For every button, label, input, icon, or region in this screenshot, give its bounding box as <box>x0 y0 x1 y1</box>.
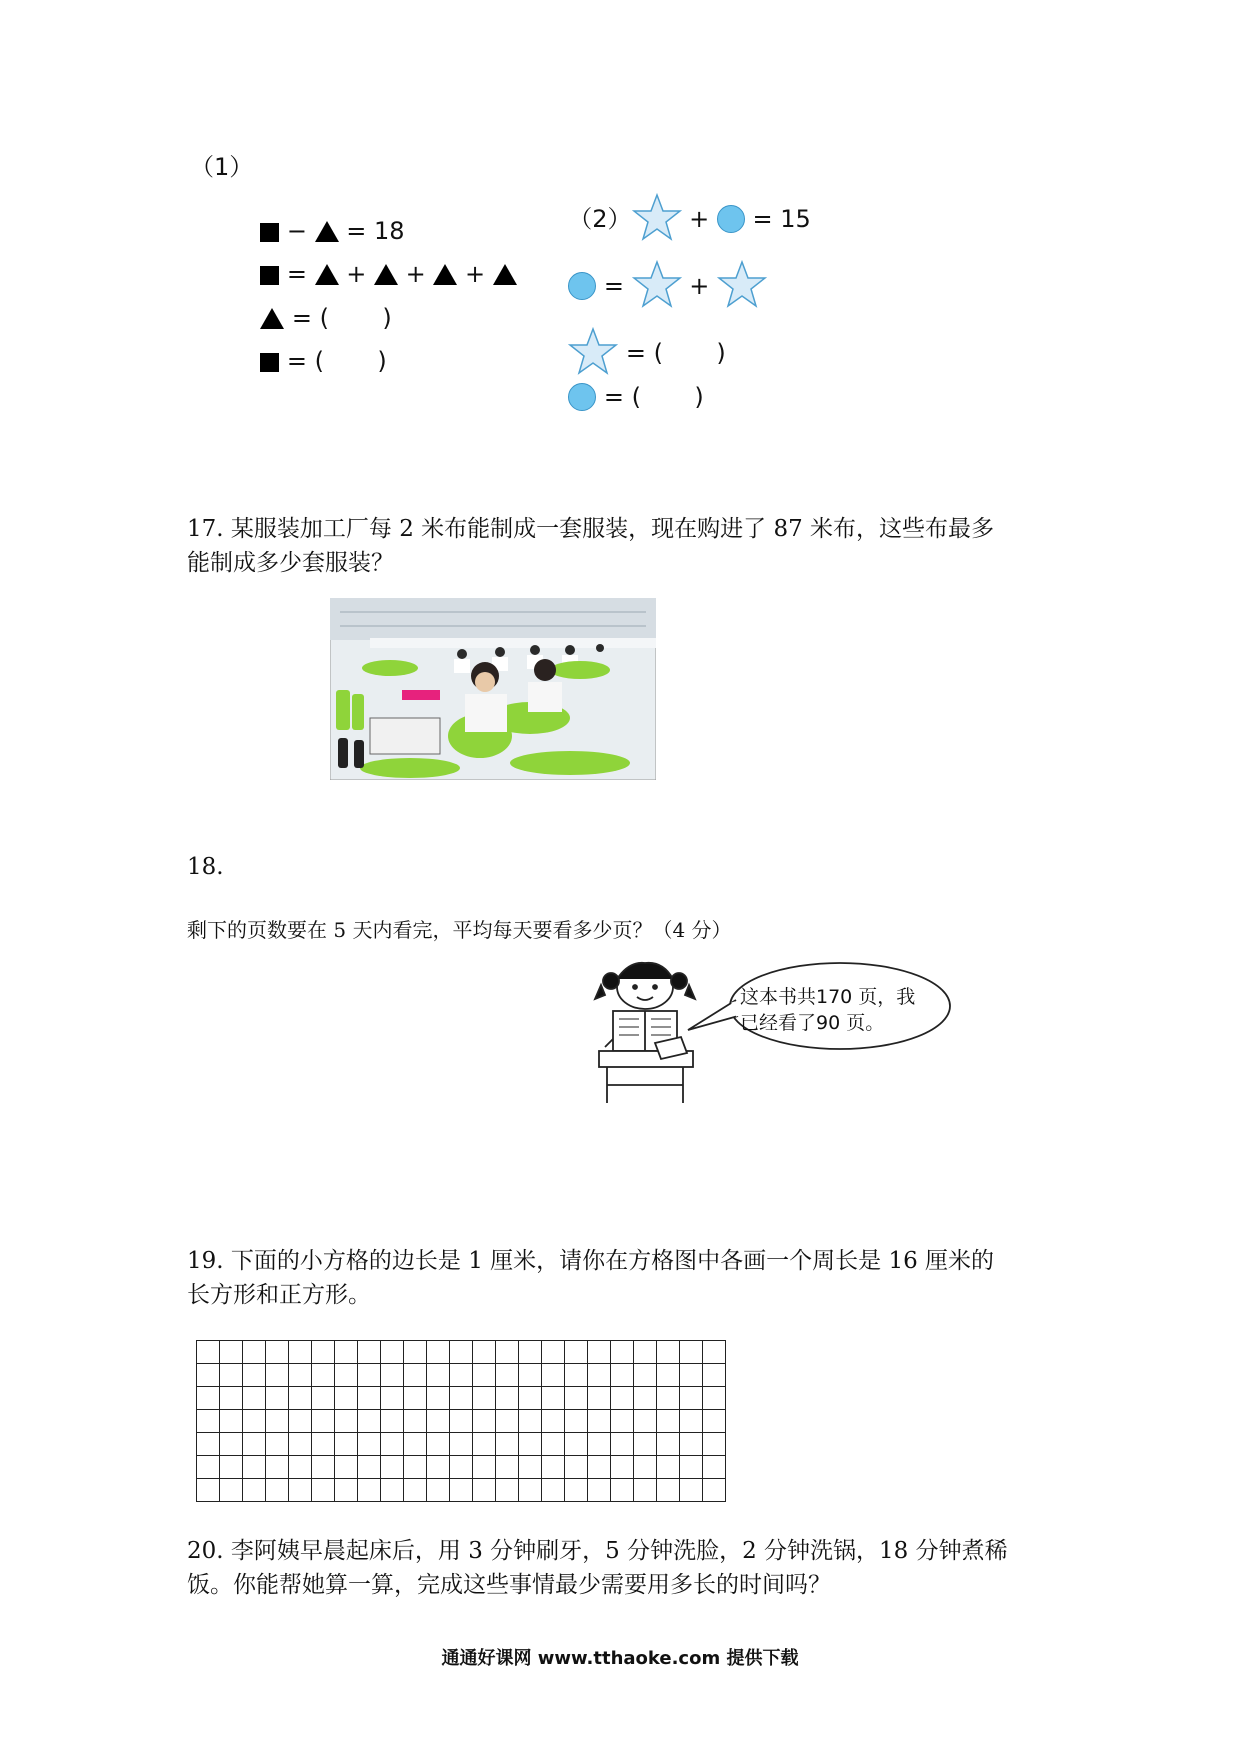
grid-cell[interactable] <box>565 1456 588 1479</box>
grid-cell[interactable] <box>542 1433 565 1456</box>
grid-cell[interactable] <box>197 1456 220 1479</box>
grid-cell[interactable] <box>427 1456 450 1479</box>
grid-cell[interactable] <box>381 1410 404 1433</box>
grid-cell[interactable] <box>634 1410 657 1433</box>
grid-cell[interactable] <box>496 1387 519 1410</box>
grid-cell[interactable] <box>634 1364 657 1387</box>
grid-cell[interactable] <box>266 1456 289 1479</box>
grid-cell[interactable] <box>680 1364 703 1387</box>
grid-cell[interactable] <box>680 1433 703 1456</box>
grid-cell[interactable] <box>381 1456 404 1479</box>
grid-cell[interactable] <box>312 1364 335 1387</box>
grid-cell[interactable] <box>634 1341 657 1364</box>
grid-cell[interactable] <box>266 1410 289 1433</box>
grid-cell[interactable] <box>243 1364 266 1387</box>
grid-cell[interactable] <box>680 1479 703 1502</box>
puzzle1-line4: = ( ) <box>245 316 387 376</box>
grid-cell[interactable] <box>197 1387 220 1410</box>
grid-cell[interactable] <box>427 1433 450 1456</box>
grid-cell[interactable] <box>266 1479 289 1502</box>
grid-cell[interactable] <box>542 1456 565 1479</box>
circle-icon <box>568 272 596 300</box>
circle-icon <box>568 383 596 411</box>
grid-cell[interactable] <box>450 1341 473 1364</box>
q17-text: 17. 某服装加工厂每 2 米布能制成一套服装，现在购进了 87 米布，这些布最多 能制成多少套服装？ <box>187 516 995 576</box>
grid-cell[interactable] <box>197 1410 220 1433</box>
grid-cell[interactable] <box>335 1410 358 1433</box>
q19-text: 19. 下面的小方格的边长是 1 厘米，请你在方格图中各画一个周长是 16 厘米的 长方形和正方形。 <box>187 1248 995 1308</box>
grid-cell[interactable] <box>358 1433 381 1456</box>
grid-cell[interactable] <box>496 1479 519 1502</box>
grid-cell[interactable] <box>496 1364 519 1387</box>
grid-cell[interactable] <box>450 1410 473 1433</box>
grid-cell[interactable] <box>611 1433 634 1456</box>
puzzle2-line4: = ( ) <box>553 352 704 412</box>
grid-cell[interactable] <box>634 1433 657 1456</box>
grid-cell[interactable] <box>473 1410 496 1433</box>
grid-cell[interactable] <box>680 1387 703 1410</box>
grid-cell[interactable] <box>404 1456 427 1479</box>
grid-cell[interactable] <box>519 1364 542 1387</box>
speech-bubble-text: 这本书共170 页，我 已经看了90 页。 <box>740 986 916 1034</box>
triangle-icon <box>493 264 517 285</box>
grid-cell[interactable] <box>588 1456 611 1479</box>
grid-cell[interactable] <box>588 1364 611 1387</box>
grid-cell[interactable] <box>197 1341 220 1364</box>
grid-cell[interactable] <box>565 1387 588 1410</box>
grid-cell[interactable] <box>427 1479 450 1502</box>
grid-cell[interactable] <box>565 1433 588 1456</box>
grid-cell[interactable] <box>634 1387 657 1410</box>
grid-cell[interactable] <box>519 1479 542 1502</box>
grid-cell[interactable] <box>404 1364 427 1387</box>
grid-cell[interactable] <box>381 1341 404 1364</box>
grid-cell[interactable] <box>358 1479 381 1502</box>
grid-cell[interactable] <box>381 1387 404 1410</box>
square-icon <box>260 353 279 372</box>
grid-cell[interactable] <box>657 1433 680 1456</box>
grid-cell[interactable] <box>266 1387 289 1410</box>
grid-cell[interactable] <box>243 1410 266 1433</box>
grid-cell[interactable] <box>473 1364 496 1387</box>
q18-number: 18. <box>187 854 224 880</box>
grid-cell[interactable] <box>312 1341 335 1364</box>
grid-cell[interactable] <box>657 1387 680 1410</box>
puzzle2-line3: = ( ) <box>553 297 726 375</box>
grid-cell[interactable] <box>588 1433 611 1456</box>
grid-cell[interactable] <box>565 1341 588 1364</box>
footer-text: 通通好课网 www.tthaoke.com 提供下载 <box>441 1648 799 1669</box>
grid-cell[interactable] <box>657 1364 680 1387</box>
grid-cell[interactable] <box>473 1479 496 1502</box>
grid-cell[interactable] <box>657 1410 680 1433</box>
grid-cell[interactable] <box>519 1341 542 1364</box>
grid-cell[interactable] <box>197 1364 220 1387</box>
grid-cell[interactable] <box>427 1364 450 1387</box>
grid-cell[interactable] <box>404 1341 427 1364</box>
grid-cell[interactable] <box>450 1387 473 1410</box>
grid-cell[interactable] <box>565 1479 588 1502</box>
grid-cell[interactable] <box>542 1410 565 1433</box>
puzzle1-line3: = ( ) <box>245 273 392 333</box>
grid-cell[interactable] <box>289 1410 312 1433</box>
garment-factory-photo <box>330 598 656 780</box>
grid-cell[interactable] <box>473 1387 496 1410</box>
grid-cell[interactable] <box>427 1410 450 1433</box>
grid-cell[interactable] <box>519 1433 542 1456</box>
puzzle2-line1: （2） + = 15 <box>553 163 811 241</box>
grid-cell[interactable] <box>657 1456 680 1479</box>
grid-cell[interactable] <box>266 1433 289 1456</box>
grid-cell[interactable] <box>243 1341 266 1364</box>
grid-cell[interactable] <box>404 1410 427 1433</box>
grid-cell[interactable] <box>519 1387 542 1410</box>
grid-cell[interactable] <box>496 1410 519 1433</box>
grid-cell[interactable] <box>611 1341 634 1364</box>
puzzle1-line2: = + + + <box>245 229 517 289</box>
grid-cell[interactable] <box>358 1341 381 1364</box>
grid-cell[interactable] <box>335 1479 358 1502</box>
grid-cell[interactable] <box>703 1433 726 1456</box>
grid-cell[interactable] <box>381 1433 404 1456</box>
grid-cell[interactable] <box>680 1410 703 1433</box>
grid-cell[interactable] <box>542 1479 565 1502</box>
grid-cell[interactable] <box>312 1479 335 1502</box>
grid-cell[interactable] <box>703 1456 726 1479</box>
grid-cell[interactable] <box>266 1341 289 1364</box>
grid-cell[interactable] <box>473 1341 496 1364</box>
grid-cell[interactable] <box>634 1456 657 1479</box>
grid-cell[interactable] <box>496 1341 519 1364</box>
grid-cell[interactable] <box>312 1410 335 1433</box>
grid-cell[interactable] <box>381 1364 404 1387</box>
grid-cell[interactable] <box>243 1456 266 1479</box>
puzzle2-line2: = + <box>553 230 767 308</box>
grid-cell[interactable] <box>404 1387 427 1410</box>
grid-cell[interactable] <box>703 1479 726 1502</box>
grid-cell[interactable] <box>588 1410 611 1433</box>
grid-cell[interactable] <box>519 1456 542 1479</box>
grid-cell[interactable] <box>358 1410 381 1433</box>
grid-cell[interactable] <box>312 1433 335 1456</box>
grid-cell[interactable] <box>358 1364 381 1387</box>
grid-cell[interactable] <box>197 1479 220 1502</box>
grid-cell[interactable] <box>542 1387 565 1410</box>
grid-cell[interactable] <box>703 1387 726 1410</box>
grid-cell[interactable] <box>335 1433 358 1456</box>
grid-cell[interactable] <box>335 1341 358 1364</box>
grid-cell[interactable] <box>680 1456 703 1479</box>
grid-cell[interactable] <box>450 1456 473 1479</box>
grid-cell[interactable] <box>289 1364 312 1387</box>
grid-cell[interactable] <box>588 1341 611 1364</box>
grid-cell[interactable] <box>427 1387 450 1410</box>
puzzle1-label: （1） <box>190 153 254 181</box>
grid-cell[interactable] <box>611 1387 634 1410</box>
grid-cell[interactable] <box>197 1433 220 1456</box>
grid-cell[interactable] <box>565 1410 588 1433</box>
grid-cell[interactable] <box>473 1433 496 1456</box>
grid-cell[interactable] <box>381 1479 404 1502</box>
grid-cell[interactable] <box>703 1364 726 1387</box>
grid-cell[interactable] <box>220 1433 243 1456</box>
grid-cell[interactable] <box>335 1456 358 1479</box>
circle-icon <box>717 205 745 233</box>
grid-cell[interactable] <box>703 1410 726 1433</box>
grid-cell[interactable] <box>657 1479 680 1502</box>
grid-cell[interactable] <box>220 1410 243 1433</box>
grid-cell[interactable] <box>289 1433 312 1456</box>
grid-cell[interactable] <box>312 1387 335 1410</box>
grid-paper[interactable] <box>196 1340 726 1502</box>
grid-cell[interactable] <box>703 1341 726 1364</box>
q20-text: 20. 李阿姨早晨起床后，用 3 分钟刷牙，5 分钟洗脸，2 分钟洗锅，18 分钟煮稀 饭。你能帮她算一算，完成这些事情最少需要用多长的时间吗？ <box>187 1538 1008 1598</box>
grid-cell[interactable] <box>496 1456 519 1479</box>
grid-cell[interactable] <box>266 1364 289 1387</box>
grid-cell[interactable] <box>611 1479 634 1502</box>
grid-cell[interactable] <box>542 1341 565 1364</box>
grid-cell[interactable] <box>358 1387 381 1410</box>
grid-cell[interactable] <box>565 1364 588 1387</box>
grid-cell[interactable] <box>220 1341 243 1364</box>
grid-cell[interactable] <box>496 1433 519 1456</box>
grid-cell[interactable] <box>588 1479 611 1502</box>
grid-cell[interactable] <box>542 1364 565 1387</box>
grid-cell[interactable] <box>611 1364 634 1387</box>
grid-cell[interactable] <box>680 1341 703 1364</box>
grid-cell[interactable] <box>220 1456 243 1479</box>
grid-cell[interactable] <box>335 1387 358 1410</box>
grid-cell[interactable] <box>243 1479 266 1502</box>
grid-cell[interactable] <box>427 1341 450 1364</box>
grid-cell[interactable] <box>335 1364 358 1387</box>
grid-cell[interactable] <box>289 1341 312 1364</box>
grid-cell[interactable] <box>657 1341 680 1364</box>
grid-cell[interactable] <box>243 1433 266 1456</box>
grid-cell[interactable] <box>588 1387 611 1410</box>
grid-cell[interactable] <box>404 1433 427 1456</box>
grid-cell[interactable] <box>473 1456 496 1479</box>
q18-text: 剩下的页数要在 5 天内看完，平均每天要看多少页？（4 分） <box>187 918 732 942</box>
grid-cell[interactable] <box>450 1479 473 1502</box>
grid-cell[interactable] <box>243 1387 266 1410</box>
triangle-icon <box>433 264 457 285</box>
grid-cell[interactable] <box>220 1364 243 1387</box>
grid-cell[interactable] <box>289 1456 312 1479</box>
grid-cell[interactable] <box>220 1479 243 1502</box>
grid-cell[interactable] <box>611 1456 634 1479</box>
grid-cell[interactable] <box>450 1433 473 1456</box>
grid-table[interactable] <box>196 1340 726 1502</box>
grid-cell[interactable] <box>611 1410 634 1433</box>
grid-cell[interactable] <box>519 1410 542 1433</box>
grid-cell[interactable] <box>289 1479 312 1502</box>
grid-cell[interactable] <box>289 1387 312 1410</box>
grid-cell[interactable] <box>634 1479 657 1502</box>
grid-cell[interactable] <box>450 1364 473 1387</box>
grid-cell[interactable] <box>358 1456 381 1479</box>
grid-cell[interactable] <box>220 1387 243 1410</box>
puzzle1-line1: − = 18 <box>245 186 405 246</box>
grid-cell[interactable] <box>404 1479 427 1502</box>
grid-cell[interactable] <box>312 1456 335 1479</box>
